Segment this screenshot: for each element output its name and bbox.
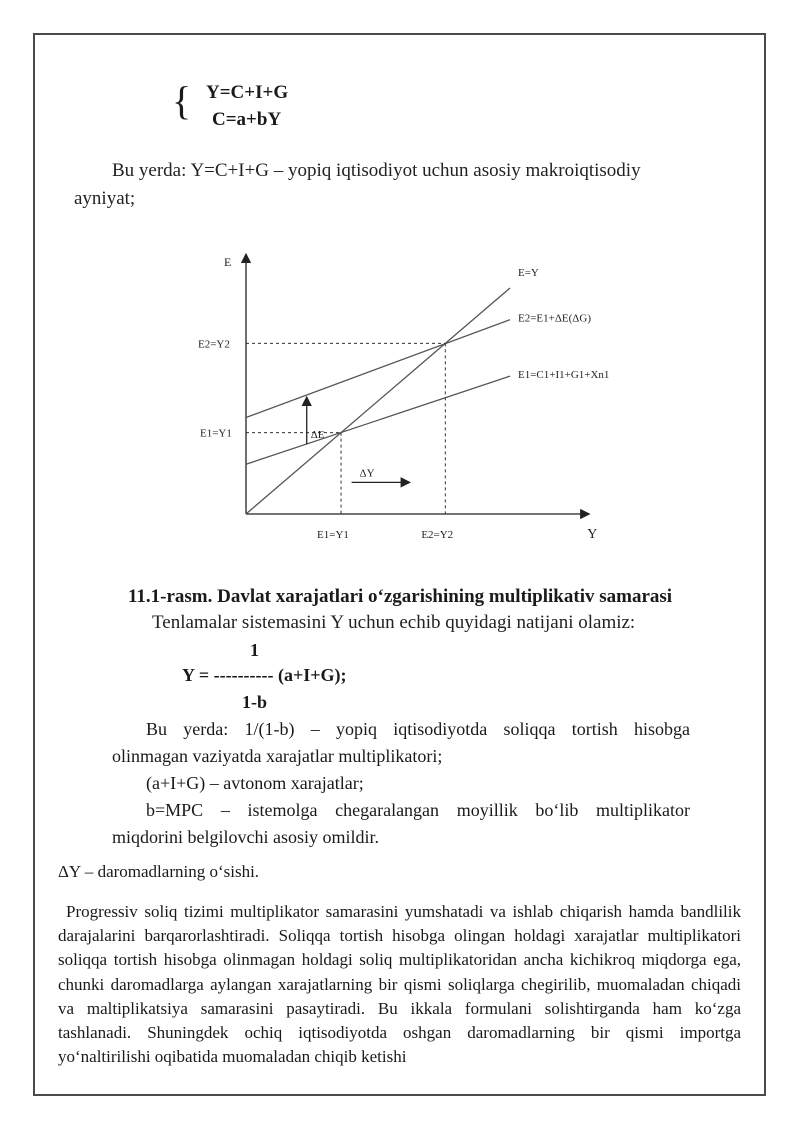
formula-numerator: 1	[250, 640, 259, 660]
y-tick-label-1: E2=Y2	[198, 338, 230, 351]
identity-text-line1: Bu yerda: Y=C+I+G – yopiq iqtisodiyot uchun asosiy makroiqtisodiy	[112, 160, 641, 181]
formula-main: Y = ---------- (a+I+G);	[182, 665, 347, 685]
y-tick-label-2: E1=Y1	[200, 427, 232, 440]
y-axis-label: E	[224, 255, 232, 270]
explain-p1-line1: Bu yerda: 1/(1-b) – yopiq iqtisodiyotda soliqqa tortish hisobga	[146, 719, 690, 739]
x-tick-label-2: E2=Y2	[421, 529, 454, 541]
delta-e-label: ΔE	[310, 429, 325, 442]
brace: {	[172, 78, 192, 123]
identity-text-line2: ayniyat;	[74, 188, 136, 209]
explain-p1-line2: olinmagan vaziyatda xarajatlar multiplikatori;	[112, 746, 443, 766]
figure-caption: 11.1-rasm. Davlat xarajatlari o‘zgarishining multiplikativ samarasi	[127, 586, 673, 607]
series-line-3	[246, 376, 510, 464]
delta-y-label: ΔY	[359, 467, 375, 480]
equation-consumption: C=a+bY	[212, 109, 282, 130]
explanation-block	[112, 716, 690, 851]
series-label-1: E=Y	[518, 267, 539, 279]
delta-y-definition: ΔY – daromadlarning o‘sishi.	[58, 862, 260, 881]
series-label-2: E2=E1+ΔE(ΔG)	[518, 312, 591, 325]
multiplier-chart	[190, 255, 610, 548]
explain-p3-line1: b=MPC – istemolga chegaralangan moyillik bo‘lib multiplikator	[146, 800, 690, 820]
series-line-2	[246, 320, 510, 418]
x-tick-label-1: E1=Y1	[317, 529, 349, 541]
series-line-1	[246, 288, 510, 514]
equation-identity: Y=C+I+G	[206, 82, 289, 103]
x-axis-label: Y	[587, 527, 598, 542]
solve-line: Tenlamalar sistemasini Y uchun echib quyidagi natijani olamiz:	[152, 612, 636, 633]
explain-p3-line2: miqdorini belgilovchi asosiy omildir.	[112, 827, 379, 847]
series-label-3: E1=C1+I1+G1+Xn1	[518, 369, 610, 382]
explain-p2: (a+I+G) – avtonom xarajatlar;	[146, 773, 364, 793]
body-paragraph: Progressiv soliq tizimi multiplikator samarasini yumshatadi va ishlab chiqarish hamda bandlilik darajalarini barqarorlashtiradi. Soliqqa tortish hisobga olingan holdagi xarajatlar multiplikatori soliqqa tortish hisobga olinmagan holdagi soliq multiplikatoridan ancha kichikroq miqdorga ega, chunki daromadlarga aylangan xarajatlarning bir qismi soliqlarga chegirilib, muomaladan chiqadi va maltiplikatsiya samarasini pasaytiradi. Bu ikkala formulani solishtirganda ham ko‘zga tashlanadi. Shuningdek ochiq iqtisodiyotda oshgan daromadlarning bir qismi importga yo‘naltirilishi oqibatida muomaladan chiqib ketishi	[58, 902, 741, 1067]
formula-denominator: 1-b	[242, 692, 268, 712]
